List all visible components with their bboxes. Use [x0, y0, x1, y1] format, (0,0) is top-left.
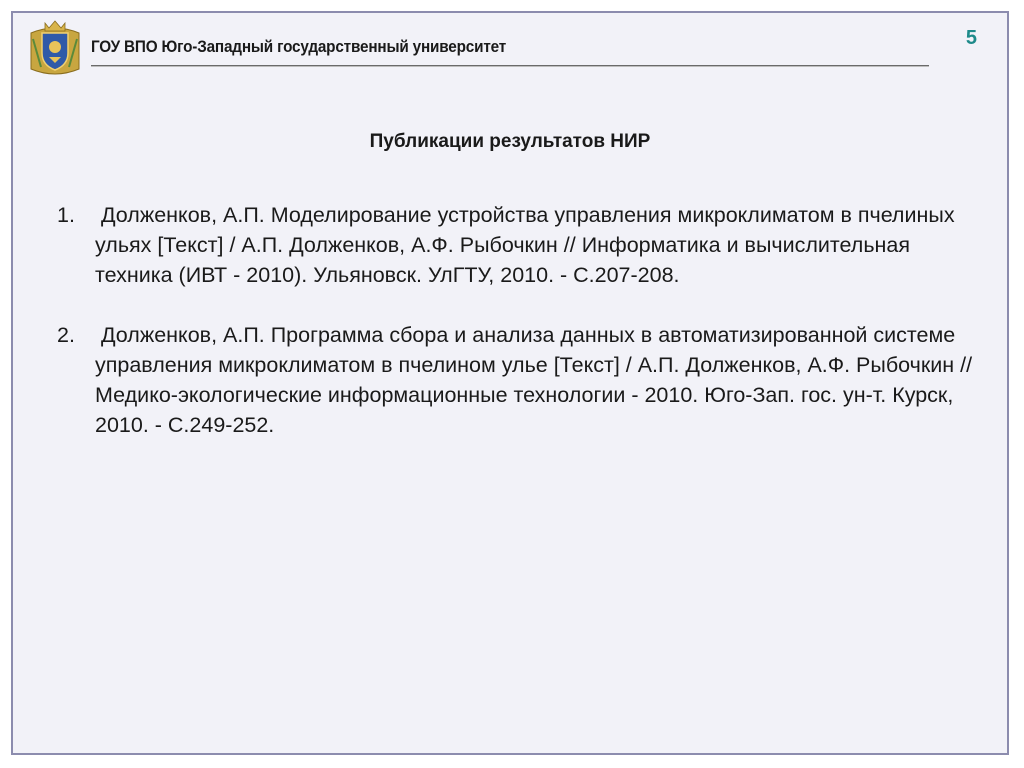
coat-of-arms-icon [27, 19, 83, 79]
publication-list [57, 200, 987, 470]
header-divider [91, 65, 929, 67]
list-item [57, 320, 987, 440]
page-title: Публикации результатов НИР [369, 131, 651, 152]
list-item-text: Долженков, А.П. Программа сбора и анализа данных в автоматизированной системе управления микроклиматом в пчелином улье [Текст] / А.П. Долженков, А.Ф. Рыбочкин // Медико-экологические информационные технологии - 2010. Юго-Зап. гос. ун-т. Курск, 2010. - С.249-252. [95, 323, 973, 437]
list-item-number: 2. [57, 323, 75, 347]
list-item [57, 200, 987, 290]
slide [11, 11, 1009, 755]
page-number: 5 [965, 27, 977, 49]
university-name: ГОУ ВПО Юго-Западный государственный университет [91, 37, 507, 56]
list-item-text: Долженков, А.П. Моделирование устройства управления микроклиматом в пчелиных ульях [Текст] / А.П. Долженков, А.Ф. Рыбочкин // Информатика и вычислительная техника (ИВТ - 2010). Ульяновск. УлГТУ, 2010. - С.207-208. [95, 203, 955, 287]
list-item-number: 1. [57, 203, 75, 227]
